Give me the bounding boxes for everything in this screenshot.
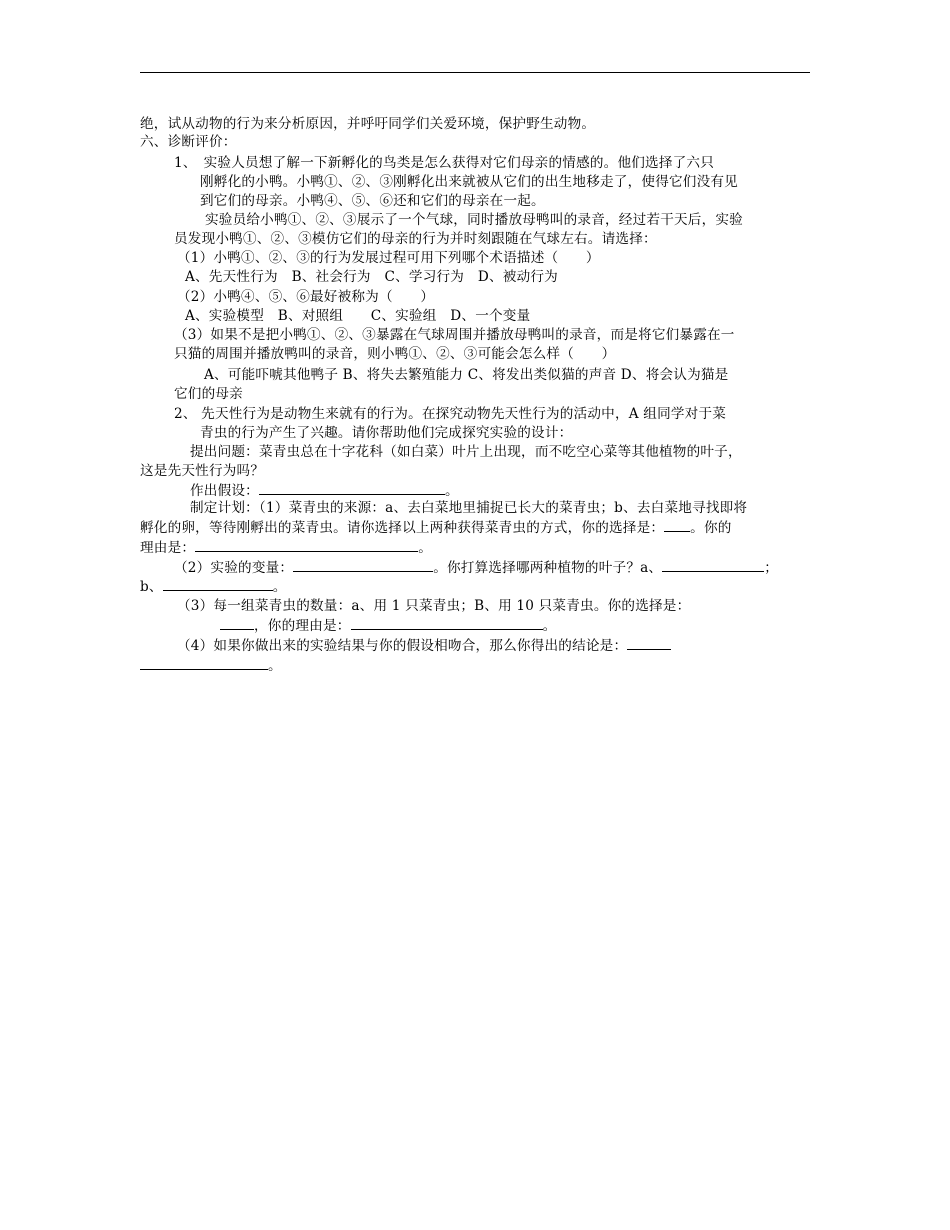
text-line: 制定计划：（1）菜青虫的来源：a、去白菜地里捕捉已长大的菜青虫；b、去白菜地寻找即将 xyxy=(190,500,748,516)
text-line: 提出问题：菜青虫总在十字花科（如白菜）叶片上出现，而不吃空心菜等其他植物的叶子， xyxy=(190,444,742,460)
text-line: 到它们的母亲。小鸭④、⑤、⑥还和它们的母亲在一起。 xyxy=(200,193,545,209)
count-reason-blank[interactable] xyxy=(351,616,543,630)
leaf-question: 。你打算选择哪两种植物的叶子？a、 xyxy=(433,560,663,576)
conclusion-blank-1[interactable] xyxy=(627,636,671,650)
count-answer-line xyxy=(220,616,556,636)
text-line: 绝，试从动物的行为来分析原因，并呼吁同学们关爱环境，保护野生动物。 xyxy=(140,116,596,132)
punct: ； xyxy=(764,560,779,576)
choice-tail: 。你的 xyxy=(690,520,732,536)
hypothesis-blank[interactable] xyxy=(259,481,445,495)
leaf-b-label: b、 xyxy=(140,579,163,595)
conclusion-line xyxy=(177,636,671,656)
sub-question-3: （3）如果不是把小鸭①、②、③暴露在气球周围并播放母鸭叫的录音，而是将它们暴露在一 xyxy=(174,327,735,343)
conclusion-label: （4）如果你做出来的实验结果与你的假设相吻合，那么你得出的结论是： xyxy=(177,638,628,654)
text-line: 只猫的周围并播放鸭叫的录音，则小鸭①、②、③可能会怎么样（ ） xyxy=(174,346,616,362)
text-line: 员发现小鸭①、②、③模仿它们的母亲的行为并时刻跟随在气球左右。请选择： xyxy=(174,231,657,247)
variable-line xyxy=(174,558,778,578)
leaf-b-line xyxy=(140,577,287,597)
text-line: 刚孵化的小鸭。小鸭①、②、③刚孵化出来就被从它们的出生地移走了，使得它们没有见 xyxy=(200,174,738,190)
sub-question-1: （1）小鸭①、②、③的行为发展过程可用下列哪个术语描述（ ） xyxy=(177,250,600,266)
variable-blank[interactable] xyxy=(293,558,433,572)
punct: 。 xyxy=(272,579,287,595)
punct: 。 xyxy=(542,618,557,634)
count-reason-label: ，你的理由是： xyxy=(254,618,351,634)
conclusion-line-2 xyxy=(140,656,282,676)
count-choice-blank[interactable] xyxy=(220,616,254,630)
choice-label: 孵化的卵，等待刚孵出的菜青虫。请你选择以上两种获得菜青虫的方式，你的选择是： xyxy=(140,520,665,536)
hypothesis-line xyxy=(190,481,459,501)
reason-line xyxy=(140,538,432,558)
section-heading: 六、诊断评价： xyxy=(140,134,237,150)
sub-question-2: （2）小鸭④、⑤、⑥最好被称为（ ） xyxy=(177,289,435,305)
question-2-intro: 2、 先天性行为是动物生来就有的行为。在探究动物先天性行为的活动中，A 组同学对于菜 xyxy=(174,406,727,422)
choice-line xyxy=(140,518,732,538)
leaf-a-blank[interactable] xyxy=(662,558,764,572)
header-rule xyxy=(140,72,810,73)
text-line: 这是先天性行为吗？ xyxy=(140,463,265,479)
options-3: A、可能吓唬其他鸭子 B、将失去繁殖能力 C、将发出类似猫的声音 D、将会认为猫是 xyxy=(204,367,729,383)
hypothesis-label: 作出假设： xyxy=(190,483,259,499)
leaf-b-blank[interactable] xyxy=(163,577,273,591)
punct: 。 xyxy=(268,658,282,674)
options-1: A、先天性行为 B、社会行为 C、学习行为 D、被动行为 xyxy=(185,269,558,285)
reason-blank[interactable] xyxy=(195,538,418,552)
text-line: 它们的母亲 xyxy=(174,386,243,402)
question-1-intro: 1、 实验人员想了解一下新孵化的鸟类是怎么获得对它们母亲的情感的。他们选择了六只 xyxy=(174,155,715,171)
punct: 。 xyxy=(444,483,459,499)
options-2: A、实验模型 B、对照组 C、实验组 D、一个变量 xyxy=(185,308,531,324)
text-line: 实验员给小鸭①、②、③展示了一个气球，同时播放母鸭叫的录音，经过若干天后，实验 xyxy=(205,212,743,228)
text-line: 青虫的行为产生了兴趣。请你帮助他们完成探究实验的设计： xyxy=(200,425,573,441)
variable-label: （2）实验的变量： xyxy=(174,560,294,576)
conclusion-blank-2[interactable] xyxy=(140,656,268,670)
choice-blank[interactable] xyxy=(664,518,690,532)
reason-label: 理由是： xyxy=(140,540,196,556)
punct: 。 xyxy=(418,540,432,556)
count-question: （3）每一组菜青虫的数量：a、用 1 只菜青虫；B、用 10 只菜青虫。你的选择是： xyxy=(177,598,691,614)
